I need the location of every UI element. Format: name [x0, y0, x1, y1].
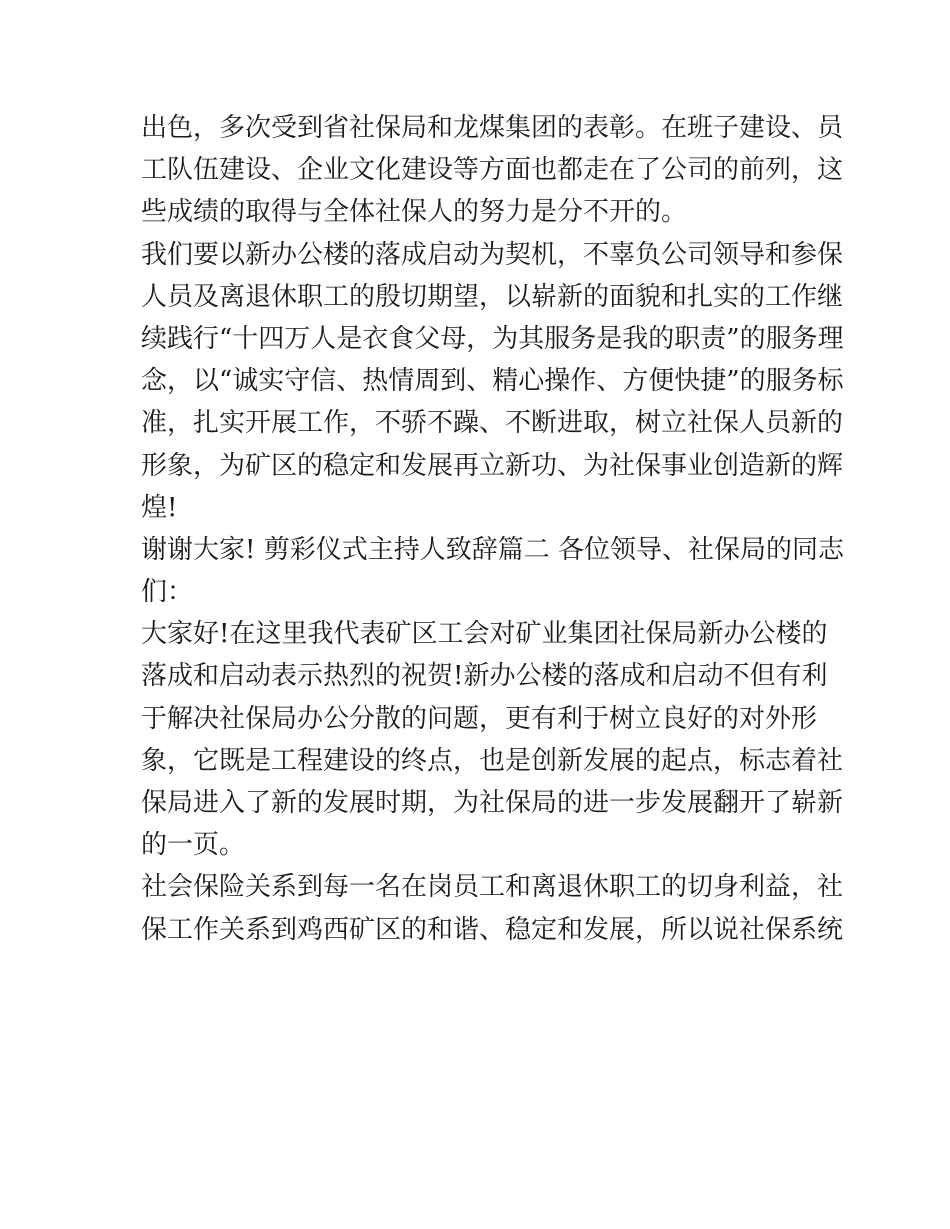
text-line: 保工作关系到鸡西矿区的和谐、稳定和发展，所以说社保系统	[141, 914, 844, 945]
text-line: 的一页。	[141, 830, 246, 861]
text-line: 谢谢大家! 剪彩仪式主持人致辞篇二 各位领导、社保局的同志	[141, 534, 844, 565]
text-line: 些成绩的取得与全体社保人的努力是分不开的。	[141, 197, 688, 228]
text-line: 于解决社保局办公分散的问题，更有利于树立良好的对外形	[141, 703, 818, 734]
text-line: 保局进入了新的发展时期，为社保局的进一步发展翻开了崭新	[141, 788, 844, 818]
text-line: 我们要以新办公楼的落成启动为契机，不辜负公司领导和参保	[141, 239, 844, 270]
document-body	[141, 107, 844, 951]
text-line: 落成和启动表示热烈的祝贺!新办公楼的落成和启动不但有利	[141, 661, 828, 692]
text-line: 人员及离退休职工的殷切期望，以崭新的面貌和扎实的工作继	[141, 281, 844, 312]
text-line: 形象，为矿区的稳定和发展再立新功、为社保事业创造新的辉	[141, 450, 844, 481]
text-line: 煌!	[141, 492, 178, 523]
text-line: 们：	[141, 577, 194, 608]
text-line: 象，它既是工程建设的终点，也是创新发展的起点，标志着社	[141, 745, 844, 776]
text-line: 大家好!在这里我代表矿区工会对矿业集团社保局新办公楼的	[141, 619, 828, 650]
text-line: 准，扎实开展工作，不骄不躁、不断进取，树立社保人员新的	[141, 408, 844, 439]
text-line: 出色，多次受到省社保局和龙煤集团的表彰。在班子建设、员	[141, 113, 844, 143]
text-line: 念，以“诚实守信、热情周到、精心操作、方便快捷”的服务标	[141, 366, 844, 397]
text-line: 续践行“十四万人是衣食父母，为其服务是我的职责”的服务理	[141, 323, 844, 354]
text-line: 社会保险关系到每一名在岗员工和离退休职工的切身利益，社	[141, 872, 844, 903]
text-line: 工队伍建设、企业文化建设等方面也都走在了公司的前列，这	[141, 155, 844, 186]
